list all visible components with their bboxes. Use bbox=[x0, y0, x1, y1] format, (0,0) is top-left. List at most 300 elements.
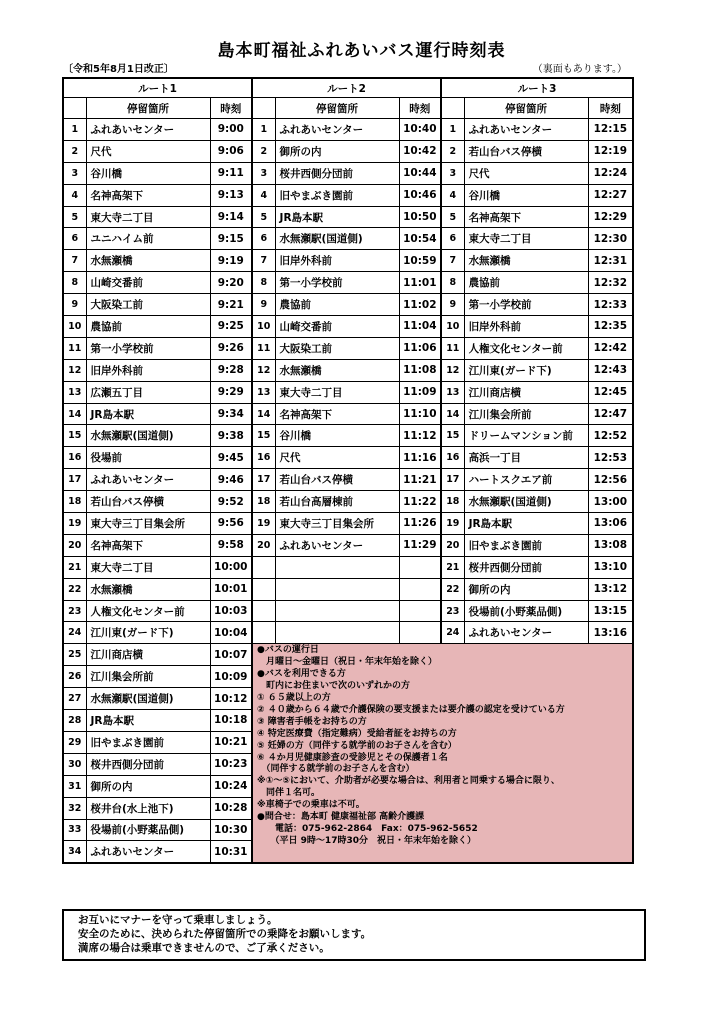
back-side-note: （裏面もあります。） bbox=[532, 64, 627, 75]
stop-name: 水無瀬駅(国道側) bbox=[86, 688, 210, 710]
info-line: ●バスを利用できる方 bbox=[257, 669, 346, 680]
stop-number: 9 bbox=[252, 294, 275, 316]
stop-name: 東大寺二丁目 bbox=[464, 228, 588, 250]
stop-number: 12 bbox=[252, 359, 275, 381]
table-row bbox=[63, 491, 633, 513]
stop-name: ふれあいセンター bbox=[275, 534, 399, 556]
stop-name: ふれあいセンター bbox=[86, 119, 210, 141]
stop-name: 水無瀬駅(国道側) bbox=[464, 491, 588, 513]
stop-time: 9:21 bbox=[210, 294, 252, 316]
stop-number: 34 bbox=[63, 841, 86, 863]
stop-number: 11 bbox=[63, 337, 86, 359]
time-header: 時刻 bbox=[210, 98, 252, 119]
stop-number: 22 bbox=[63, 578, 86, 600]
stop-name: 東大寺二丁目 bbox=[86, 206, 210, 228]
stop-time: 9:38 bbox=[210, 425, 252, 447]
stop-number: 14 bbox=[63, 403, 86, 425]
stop-time: 13:15 bbox=[588, 600, 633, 622]
stop-header: 停留箇所 bbox=[275, 98, 399, 119]
stop-number: 7 bbox=[441, 250, 464, 272]
stop-time: 11:08 bbox=[399, 359, 441, 381]
table-row bbox=[63, 578, 633, 600]
stop-name bbox=[275, 556, 399, 578]
stop-name: 人権文化センター前 bbox=[86, 600, 210, 622]
stop-number: 16 bbox=[252, 447, 275, 469]
stop-header: 停留箇所 bbox=[464, 98, 588, 119]
stop-time: 9:58 bbox=[210, 534, 252, 556]
stop-name: 尺代 bbox=[464, 162, 588, 184]
stop-time: 10:54 bbox=[399, 228, 441, 250]
stop-time: 9:26 bbox=[210, 337, 252, 359]
stop-name: ふれあいセンター bbox=[464, 119, 588, 141]
stop-number: 1 bbox=[63, 119, 86, 141]
stop-time: 11:01 bbox=[399, 272, 441, 294]
stop-time: 10:28 bbox=[210, 797, 252, 819]
stop-number: 3 bbox=[63, 162, 86, 184]
table-row bbox=[63, 381, 633, 403]
stop-number: 9 bbox=[441, 294, 464, 316]
table-row bbox=[63, 272, 633, 294]
stop-time: 9:15 bbox=[210, 228, 252, 250]
stop-name: 東大寺二丁目 bbox=[86, 556, 210, 578]
stop-name: ふれあいセンター bbox=[86, 841, 210, 863]
timetable bbox=[62, 77, 634, 864]
stop-time: 10:30 bbox=[210, 819, 252, 841]
stop-number: 7 bbox=[252, 250, 275, 272]
table-row bbox=[63, 294, 633, 316]
stop-time: 9:25 bbox=[210, 316, 252, 338]
revision-date: 〔令和5年8月1日改正〕 bbox=[63, 64, 174, 75]
stop-name bbox=[275, 622, 399, 644]
stop-name: 谷川橋 bbox=[464, 184, 588, 206]
stop-time: 9:20 bbox=[210, 272, 252, 294]
stop-time: 12:19 bbox=[588, 140, 633, 162]
table-row bbox=[63, 469, 633, 491]
stop-name: 若山台バス停横 bbox=[86, 491, 210, 513]
table-row bbox=[63, 513, 633, 535]
table-row bbox=[63, 119, 633, 141]
stop-number: 14 bbox=[441, 403, 464, 425]
stop-time: 11:16 bbox=[399, 447, 441, 469]
stop-number: 10 bbox=[441, 316, 464, 338]
stop-number: 4 bbox=[441, 184, 464, 206]
stop-number: 16 bbox=[441, 447, 464, 469]
stop-name: 名神高架下 bbox=[86, 184, 210, 206]
stop-name: 水無瀬橋 bbox=[275, 359, 399, 381]
stop-number: 32 bbox=[63, 797, 86, 819]
stop-name: 御所の内 bbox=[86, 775, 210, 797]
stop-name bbox=[275, 600, 399, 622]
stop-number: 8 bbox=[63, 272, 86, 294]
notice-line: 安全のために、決められた停留箇所での乗降をお願いします。 bbox=[78, 928, 372, 940]
stop-time: 12:47 bbox=[588, 403, 633, 425]
table-row bbox=[63, 184, 633, 206]
stop-number: 10 bbox=[252, 316, 275, 338]
time-header: 時刻 bbox=[399, 98, 441, 119]
stop-name: 第一小学校前 bbox=[86, 337, 210, 359]
stop-number: 30 bbox=[63, 753, 86, 775]
stop-name: 大阪染工前 bbox=[86, 294, 210, 316]
stop-name: 広瀬五丁目 bbox=[86, 381, 210, 403]
stop-time: 12:30 bbox=[588, 228, 633, 250]
stop-time: 10:40 bbox=[399, 119, 441, 141]
stop-time: 9:06 bbox=[210, 140, 252, 162]
stop-number: 18 bbox=[252, 491, 275, 513]
stop-number: 4 bbox=[63, 184, 86, 206]
stop-number: 9 bbox=[63, 294, 86, 316]
stop-time: 9:19 bbox=[210, 250, 252, 272]
stop-name: JR島本駅 bbox=[86, 710, 210, 732]
stop-time: 11:21 bbox=[399, 469, 441, 491]
stop-number: 21 bbox=[441, 556, 464, 578]
stop-time: 12:31 bbox=[588, 250, 633, 272]
stop-number: 8 bbox=[252, 272, 275, 294]
table-row bbox=[63, 250, 633, 272]
table-row bbox=[63, 359, 633, 381]
stop-time: 9:14 bbox=[210, 206, 252, 228]
stop-name: 役場前(小野薬品側) bbox=[86, 819, 210, 841]
stop-time: 12:42 bbox=[588, 337, 633, 359]
stop-time: 10:23 bbox=[210, 753, 252, 775]
stop-time bbox=[399, 600, 441, 622]
stop-name: 旧岸外科前 bbox=[275, 250, 399, 272]
stop-name: ふれあいセンター bbox=[464, 622, 588, 644]
page-title: 島本町福祉ふれあいバス運行時刻表 bbox=[217, 41, 506, 61]
stop-name: 農協前 bbox=[275, 294, 399, 316]
no-header bbox=[63, 98, 86, 119]
stop-name: 水無瀬橋 bbox=[464, 250, 588, 272]
stop-time: 10:21 bbox=[210, 731, 252, 753]
info-line: ●バスの運行日 bbox=[257, 645, 319, 656]
stop-name: 名神高架下 bbox=[464, 206, 588, 228]
stop-time: 12:52 bbox=[588, 425, 633, 447]
stop-name: 旧岸外科前 bbox=[86, 359, 210, 381]
stop-name: JR島本駅 bbox=[464, 513, 588, 535]
stop-name: 谷川橋 bbox=[86, 162, 210, 184]
table-row bbox=[63, 447, 633, 469]
stop-number: 10 bbox=[63, 316, 86, 338]
stop-time: 13:10 bbox=[588, 556, 633, 578]
stop-name: ハートスクエア前 bbox=[464, 469, 588, 491]
info-line: ⑥ ４か月児健康診査の受診児とその保護者１名 bbox=[257, 752, 448, 763]
stop-number: 15 bbox=[63, 425, 86, 447]
route3-header: ルート3 bbox=[441, 78, 633, 98]
stop-time: 12:35 bbox=[588, 316, 633, 338]
info-line: 月曜日～金曜日（祝日・年末年始を除く） bbox=[257, 657, 438, 668]
stop-number: 19 bbox=[252, 513, 275, 535]
stop-time: 10:01 bbox=[210, 578, 252, 600]
stop-number bbox=[252, 600, 275, 622]
stop-time: 11:22 bbox=[399, 491, 441, 513]
stop-number: 12 bbox=[63, 359, 86, 381]
stop-number: 23 bbox=[63, 600, 86, 622]
stop-time: 11:26 bbox=[399, 513, 441, 535]
stop-name: 第一小学校前 bbox=[464, 294, 588, 316]
stop-number: 31 bbox=[63, 775, 86, 797]
table-row bbox=[63, 337, 633, 359]
stop-number bbox=[252, 578, 275, 600]
stop-time: 9:00 bbox=[210, 119, 252, 141]
stop-number: 3 bbox=[441, 162, 464, 184]
stop-number: 27 bbox=[63, 688, 86, 710]
stop-time: 11:06 bbox=[399, 337, 441, 359]
stop-time: 10:42 bbox=[399, 140, 441, 162]
stop-name: 水無瀬橋 bbox=[86, 250, 210, 272]
stop-time: 11:10 bbox=[399, 403, 441, 425]
stop-name: 若山台高層棟前 bbox=[275, 491, 399, 513]
stop-time: 12:32 bbox=[588, 272, 633, 294]
stop-name: 農協前 bbox=[464, 272, 588, 294]
stop-number: 22 bbox=[441, 578, 464, 600]
stop-time: 9:52 bbox=[210, 491, 252, 513]
info-line: 電話：075-962-2864 Fax：075-962-5652 bbox=[257, 823, 478, 834]
stop-number: 29 bbox=[63, 731, 86, 753]
stop-time: 12:29 bbox=[588, 206, 633, 228]
stop-number: 11 bbox=[252, 337, 275, 359]
usage-info-text bbox=[253, 644, 632, 863]
table-row bbox=[63, 206, 633, 228]
stop-time: 13:08 bbox=[588, 534, 633, 556]
stop-time: 13:00 bbox=[588, 491, 633, 513]
timetable-body bbox=[63, 119, 633, 864]
info-line: 町内にお住まいで次のいずれかの方 bbox=[257, 681, 411, 692]
stop-time: 10:31 bbox=[210, 841, 252, 863]
stop-name: 旧岸外科前 bbox=[464, 316, 588, 338]
stop-number: 7 bbox=[63, 250, 86, 272]
stop-name: ふれあいセンター bbox=[275, 119, 399, 141]
info-line: ② ４０歳から６４歳で介護保険の要支援または要介護の認定を受けている方 bbox=[257, 704, 565, 715]
stop-number: 6 bbox=[252, 228, 275, 250]
stop-number: 20 bbox=[441, 534, 464, 556]
table-row bbox=[63, 556, 633, 578]
info-line: （平日 9時～17時30分 祝日・年末年始を除く） bbox=[257, 835, 476, 846]
stop-time: 13:12 bbox=[588, 578, 633, 600]
stop-number: 14 bbox=[252, 403, 275, 425]
stop-time: 10:09 bbox=[210, 666, 252, 688]
stop-number: 2 bbox=[441, 140, 464, 162]
stop-name: 江川商店横 bbox=[86, 644, 210, 666]
stop-number: 2 bbox=[63, 140, 86, 162]
table-row bbox=[63, 600, 633, 622]
stop-number: 3 bbox=[252, 162, 275, 184]
stop-name: 江川東(ガード下) bbox=[86, 622, 210, 644]
table-row bbox=[63, 140, 633, 162]
stop-number: 18 bbox=[63, 491, 86, 513]
info-line: ●問合せ：島本町 健康福祉部 高齢介護課 bbox=[257, 812, 425, 823]
stop-name: 人権文化センター前 bbox=[464, 337, 588, 359]
stop-number: 8 bbox=[441, 272, 464, 294]
stop-name: JR島本駅 bbox=[86, 403, 210, 425]
stop-name: 水無瀬駅(国道側) bbox=[86, 425, 210, 447]
stop-number: 5 bbox=[441, 206, 464, 228]
info-line: ③ 障害者手帳をお持ちの方 bbox=[257, 716, 367, 727]
stop-name: 江川東(ガード下) bbox=[464, 359, 588, 381]
time-header: 時刻 bbox=[588, 98, 633, 119]
route2-header: ルート2 bbox=[252, 78, 441, 98]
stop-name: 第一小学校前 bbox=[275, 272, 399, 294]
info-line: ※車椅子での乗車は不可。 bbox=[257, 800, 365, 811]
stop-time: 10:00 bbox=[210, 556, 252, 578]
stop-number: 24 bbox=[441, 622, 464, 644]
stop-time: 12:45 bbox=[588, 381, 633, 403]
stop-name: 名神高架下 bbox=[275, 403, 399, 425]
stop-number: 4 bbox=[252, 184, 275, 206]
stop-number: 5 bbox=[252, 206, 275, 228]
notice-line: お互いにマナーを守って乗車しましょう。 bbox=[78, 914, 278, 926]
stop-name: 桜井西側分団前 bbox=[464, 556, 588, 578]
stop-name: 若山台バス停横 bbox=[464, 140, 588, 162]
stop-header: 停留箇所 bbox=[86, 98, 210, 119]
stop-time: 10:44 bbox=[399, 162, 441, 184]
stop-time: 10:12 bbox=[210, 688, 252, 710]
stop-time bbox=[399, 578, 441, 600]
route1-header: ルート1 bbox=[63, 78, 252, 98]
stop-name: 桜井台(水上池下) bbox=[86, 797, 210, 819]
stop-name: 若山台バス停横 bbox=[275, 469, 399, 491]
stop-number: 17 bbox=[441, 469, 464, 491]
stop-number: 13 bbox=[441, 381, 464, 403]
stop-name: 役場前 bbox=[86, 447, 210, 469]
stop-time: 9:28 bbox=[210, 359, 252, 381]
stop-number bbox=[252, 556, 275, 578]
stop-name: 山崎交番前 bbox=[275, 316, 399, 338]
stop-name: ふれあいセンター bbox=[86, 469, 210, 491]
stop-time: 9:56 bbox=[210, 513, 252, 535]
stop-name: 東大寺三丁目集会所 bbox=[275, 513, 399, 535]
manner-notice bbox=[62, 909, 646, 961]
stop-name: 旧やまぶき園前 bbox=[86, 731, 210, 753]
table-row bbox=[63, 534, 633, 556]
stop-name: 江川商店横 bbox=[464, 381, 588, 403]
stop-time: 9:13 bbox=[210, 184, 252, 206]
info-line: ⑤ 妊婦の方（同伴する就学前のお子さんを含む） bbox=[257, 740, 457, 751]
info-line: （同伴する就学前のお子さんを含む） bbox=[257, 764, 415, 775]
stop-name: ドリームマンション前 bbox=[464, 425, 588, 447]
stop-time: 10:04 bbox=[210, 622, 252, 644]
stop-time: 12:24 bbox=[588, 162, 633, 184]
stop-time: 12:15 bbox=[588, 119, 633, 141]
info-line: 同伴１名可。 bbox=[257, 788, 321, 799]
stop-time: 10:59 bbox=[399, 250, 441, 272]
stop-number: 26 bbox=[63, 666, 86, 688]
stop-time: 12:33 bbox=[588, 294, 633, 316]
table-row bbox=[63, 644, 633, 666]
stop-number: 13 bbox=[252, 381, 275, 403]
stop-number: 15 bbox=[252, 425, 275, 447]
stop-name: 山崎交番前 bbox=[86, 272, 210, 294]
stop-time: 10:24 bbox=[210, 775, 252, 797]
stop-name: 水無瀬駅(国道側) bbox=[275, 228, 399, 250]
stop-number: 6 bbox=[441, 228, 464, 250]
stop-name: 御所の内 bbox=[464, 578, 588, 600]
stop-number: 1 bbox=[441, 119, 464, 141]
usage-info-box bbox=[252, 644, 633, 863]
stop-name: 名神高架下 bbox=[86, 534, 210, 556]
stop-time bbox=[399, 556, 441, 578]
stop-number: 5 bbox=[63, 206, 86, 228]
table-row bbox=[63, 403, 633, 425]
notice-line: 満席の場合は乗車できませんので、ご了承ください。 bbox=[78, 942, 330, 954]
stop-time: 11:09 bbox=[399, 381, 441, 403]
stop-number: 33 bbox=[63, 819, 86, 841]
stop-time: 12:27 bbox=[588, 184, 633, 206]
stop-time: 10:46 bbox=[399, 184, 441, 206]
stop-number: 23 bbox=[441, 600, 464, 622]
stop-time: 13:16 bbox=[588, 622, 633, 644]
stop-name: 江川集会所前 bbox=[464, 403, 588, 425]
no-header bbox=[252, 98, 275, 119]
stop-name: 農協前 bbox=[86, 316, 210, 338]
stop-number: 25 bbox=[63, 644, 86, 666]
stop-name: 桜井西側分団前 bbox=[275, 162, 399, 184]
stop-number: 19 bbox=[63, 513, 86, 535]
stop-time: 12:56 bbox=[588, 469, 633, 491]
stop-number: 19 bbox=[441, 513, 464, 535]
stop-name: 尺代 bbox=[86, 140, 210, 162]
stop-number: 13 bbox=[63, 381, 86, 403]
info-line: ※①～⑤において、介助者が必要な場合は、利用者と同乗する場合に限り、 bbox=[257, 776, 560, 787]
stop-name: 桜井西側分団前 bbox=[86, 753, 210, 775]
stop-number: 24 bbox=[63, 622, 86, 644]
stop-number: 17 bbox=[63, 469, 86, 491]
stop-name: 東大寺二丁目 bbox=[275, 381, 399, 403]
table-row bbox=[63, 162, 633, 184]
stop-name: 高浜一丁目 bbox=[464, 447, 588, 469]
stop-number: 15 bbox=[441, 425, 464, 447]
table-row bbox=[63, 228, 633, 250]
stop-number: 1 bbox=[252, 119, 275, 141]
stop-number bbox=[252, 622, 275, 644]
table-row bbox=[63, 425, 633, 447]
stop-time: 10:50 bbox=[399, 206, 441, 228]
stop-time: 9:29 bbox=[210, 381, 252, 403]
stop-number: 20 bbox=[63, 534, 86, 556]
stop-name bbox=[275, 578, 399, 600]
stop-name: 江川集会所前 bbox=[86, 666, 210, 688]
stop-time: 11:04 bbox=[399, 316, 441, 338]
info-line: ① ６５歳以上の方 bbox=[257, 693, 331, 703]
stop-time: 12:43 bbox=[588, 359, 633, 381]
stop-name: 東大寺三丁目集会所 bbox=[86, 513, 210, 535]
stop-name: 水無瀬橋 bbox=[86, 578, 210, 600]
stop-time: 10:03 bbox=[210, 600, 252, 622]
stop-time: 11:02 bbox=[399, 294, 441, 316]
stop-name: 旧やまぶき園前 bbox=[464, 534, 588, 556]
stop-time bbox=[399, 622, 441, 644]
stop-number: 6 bbox=[63, 228, 86, 250]
stop-number: 16 bbox=[63, 447, 86, 469]
stop-name: 谷川橋 bbox=[275, 425, 399, 447]
stop-time: 9:34 bbox=[210, 403, 252, 425]
stop-number: 28 bbox=[63, 710, 86, 732]
stop-time: 11:29 bbox=[399, 534, 441, 556]
stop-time: 10:07 bbox=[210, 644, 252, 666]
no-header bbox=[441, 98, 464, 119]
stop-number: 17 bbox=[252, 469, 275, 491]
stop-time: 10:18 bbox=[210, 710, 252, 732]
stop-number: 20 bbox=[252, 534, 275, 556]
stop-time: 9:11 bbox=[210, 162, 252, 184]
stop-time: 12:53 bbox=[588, 447, 633, 469]
stop-number: 12 bbox=[441, 359, 464, 381]
stop-time: 9:46 bbox=[210, 469, 252, 491]
stop-name: ユニハイム前 bbox=[86, 228, 210, 250]
stop-time: 9:45 bbox=[210, 447, 252, 469]
stop-time: 13:06 bbox=[588, 513, 633, 535]
stop-number: 11 bbox=[441, 337, 464, 359]
stop-name: 役場前(小野薬品側) bbox=[464, 600, 588, 622]
stop-name: 大阪染工前 bbox=[275, 337, 399, 359]
